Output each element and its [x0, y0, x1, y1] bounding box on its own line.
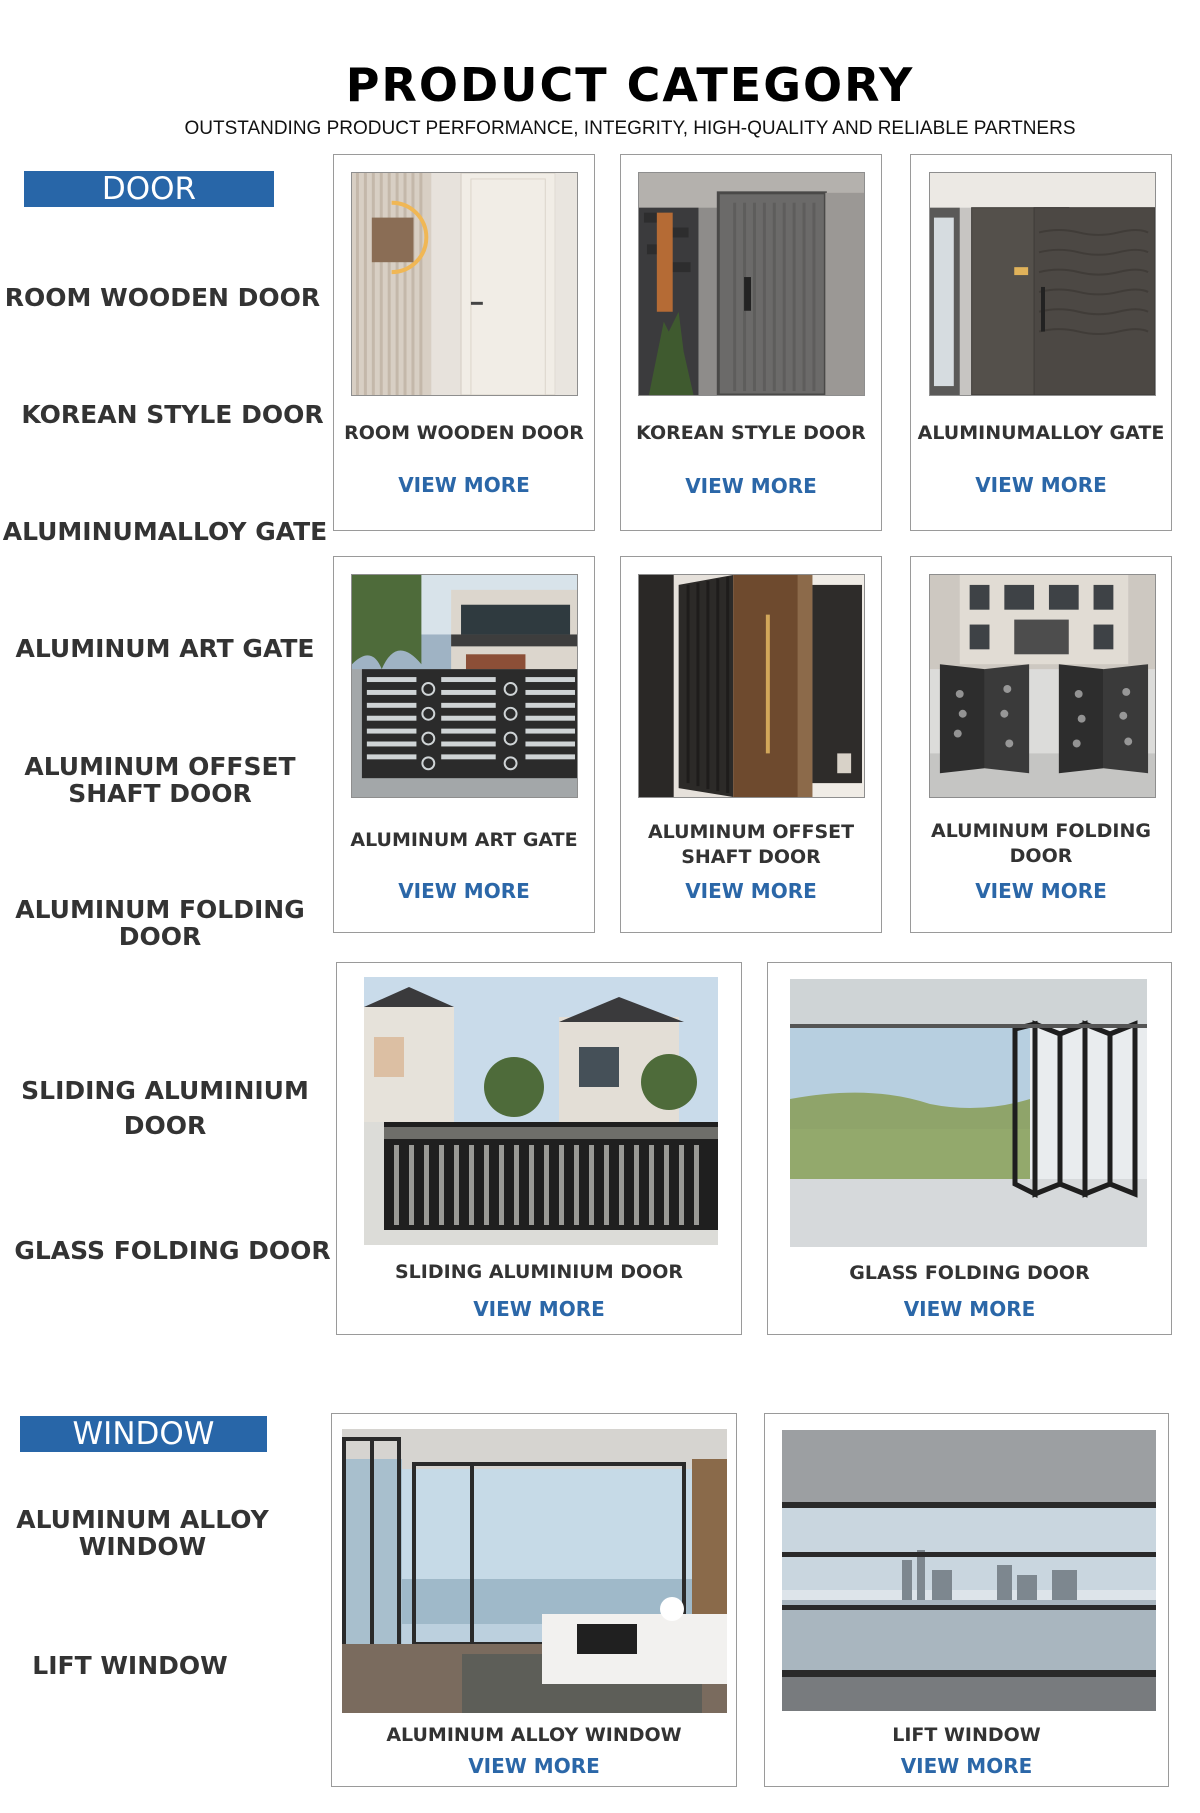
sliding-aluminium-door-image — [364, 977, 718, 1245]
product-name: LIFT WINDOW — [892, 1724, 1041, 1746]
product-card-aluminum-alloy-window[interactable] — [331, 1413, 737, 1787]
aluminum-folding-door-image — [929, 574, 1156, 798]
product-name: SLIDING ALUMINIUM DOOR — [395, 1261, 683, 1283]
view-more-link[interactable]: VIEW MORE — [975, 879, 1107, 903]
room-wooden-door-image — [351, 172, 578, 396]
lift-window-image — [782, 1430, 1156, 1711]
product-card-glass-folding-door[interactable] — [767, 962, 1172, 1335]
aluminumalloy-gate-image — [929, 172, 1156, 396]
sidebar-link-sliding-aluminium-door[interactable]: SLIDING ALUMINIUM DOOR — [21, 1076, 309, 1140]
page-subtitle: OUTSTANDING PRODUCT PERFORMANCE, INTEGRITY, HIGH-QUALITY AND RELIABLE PARTNERS — [184, 118, 1076, 139]
sidebar-link-lift-window[interactable]: LIFT WINDOW — [32, 1651, 228, 1680]
sidebar-link-aluminumalloy-gate[interactable]: ALUMINUMALLOY GATE — [2, 517, 328, 546]
view-more-link[interactable]: VIEW MORE — [900, 1754, 1033, 1778]
aluminum-alloy-window-image — [342, 1429, 727, 1713]
product-card-aluminumalloy-gate[interactable] — [910, 154, 1172, 531]
product-card-sliding-aluminium-door[interactable] — [336, 962, 742, 1335]
product-name: GLASS FOLDING DOOR — [849, 1262, 1090, 1284]
product-card-aluminum-folding-door[interactable] — [910, 556, 1172, 933]
view-more-link[interactable]: VIEW MORE — [473, 1297, 605, 1321]
view-more-link[interactable]: VIEW MORE — [903, 1297, 1036, 1321]
sidebar-link-aluminum-folding-door[interactable]: ALUMINUM FOLDING DOOR — [15, 895, 305, 951]
product-card-aluminum-art-gate[interactable] — [333, 556, 595, 933]
view-more-link[interactable]: VIEW MORE — [398, 473, 530, 497]
sidebar-link-glass-folding-door[interactable]: GLASS FOLDING DOOR — [14, 1236, 331, 1265]
product-name: ALUMINUM ALLOY WINDOW — [386, 1724, 682, 1746]
korean-style-door-image — [638, 172, 865, 396]
view-more-link[interactable]: VIEW MORE — [468, 1754, 600, 1778]
door-section-badge: DOOR — [24, 171, 274, 207]
product-name: ALUMINUM FOLDING DOOR — [931, 820, 1151, 867]
sidebar-link-room-wooden-door[interactable]: ROOM WOODEN DOOR — [4, 283, 321, 312]
product-card-aluminum-offset-shaft-door[interactable] — [620, 556, 882, 933]
sidebar-link-aluminum-offset-shaft-door[interactable]: ALUMINUM OFFSET SHAFT DOOR — [24, 752, 296, 808]
glass-folding-door-image — [790, 979, 1147, 1247]
product-name: ALUMINUM OFFSET SHAFT DOOR — [647, 821, 855, 868]
window-section-badge: WINDOW — [20, 1416, 267, 1452]
product-name: ROOM WOODEN DOOR — [344, 422, 584, 444]
product-name: ALUMINUMALLOY GATE — [917, 422, 1165, 444]
sidebar-link-korean-style-door[interactable]: KOREAN STYLE DOOR — [21, 400, 324, 429]
page-title: PRODUCT CATEGORY — [345, 58, 915, 112]
product-name: KOREAN STYLE DOOR — [636, 422, 866, 444]
product-card-korean-style-door[interactable] — [620, 154, 882, 531]
sidebar-link-aluminum-alloy-window[interactable]: ALUMINUM ALLOY WINDOW — [16, 1505, 269, 1561]
product-name: ALUMINUM ART GATE — [350, 829, 578, 851]
aluminum-offset-shaft-door-image — [638, 574, 865, 798]
aluminum-art-gate-image — [351, 574, 578, 798]
view-more-link[interactable]: VIEW MORE — [685, 879, 817, 903]
view-more-link[interactable]: VIEW MORE — [685, 474, 817, 498]
sidebar-link-aluminum-art-gate[interactable]: ALUMINUM ART GATE — [15, 634, 315, 663]
product-card-room-wooden-door[interactable] — [333, 154, 595, 531]
view-more-link[interactable]: VIEW MORE — [398, 879, 530, 903]
product-card-lift-window[interactable] — [764, 1413, 1169, 1787]
view-more-link[interactable]: VIEW MORE — [975, 473, 1107, 497]
